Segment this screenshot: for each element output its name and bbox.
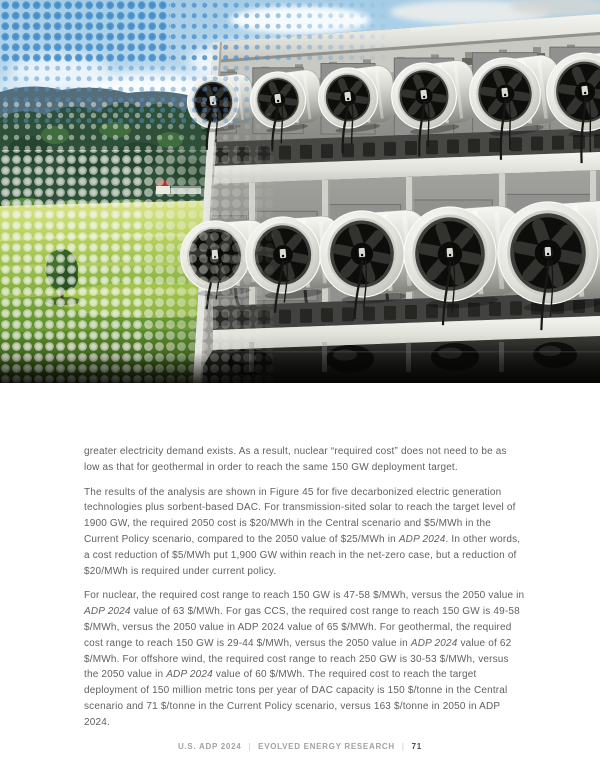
footer-separator: | (401, 742, 405, 751)
paragraph (84, 485, 525, 580)
text-segment: value of 60 $/MWh. The required cost to reach the target deployment of 150 million metric tons per year of DAC capacity is 150 $/tonne in the Central scenario and 71 $/tonne in the Current Policy scenario, versus 163 $/tonne in 2050 in ADP 2024. (84, 669, 508, 728)
paragraph (84, 588, 525, 730)
halftone-overlay-white (0, 96, 276, 383)
text-segment: value of 62 $/MWh. For offshore wind, the required cost range to reach 250 GW is 30-53 $/MWh, versus the 2050 value in (84, 637, 512, 681)
italic-text: ADP 2024 (166, 669, 213, 681)
text-segment: The results of the analysis are shown in Figure 45 for five decarbonized electric generation technologies plus sorbent-based DAC. For transmission-sited solar to reach the target level of 1900 GW, the required 2050 cost is $20/MWh in the Central scenario and $5/MWh in the Current Policy scenario, compared to the 2050 value of $25/MWh in (84, 486, 516, 545)
footer-publisher: EVOLVED ENERGY RESEARCH (258, 742, 395, 751)
italic-text: ADP 2024 (398, 533, 446, 545)
hero-image (0, 0, 600, 383)
body-text (84, 444, 525, 740)
italic-text: ADP 2024 (84, 606, 131, 618)
paragraph (84, 444, 525, 476)
text-segment: value of 63 $/MWh. For gas CCS, the required cost range to reach 150 GW is 49-58 $/MWh, versus the 2050 value in ADP 2024 value of 65 $/MWh. For geothermal, the required cost range to reach 150 GW is 29-44 $/MWh, versus the 2050 value in (84, 606, 520, 649)
text-segment: . In other words, a cost reduction of $5/MWh put 1,900 GW within reach in the net-zero case, but a reduction of $20/MWh is required under current policy. (84, 533, 521, 577)
footer-page-number: 71 (411, 742, 422, 751)
footer-separator: | (248, 742, 252, 751)
italic-text: ADP 2024 (410, 637, 458, 649)
footer-report-title: U.S. ADP 2024 (178, 742, 242, 751)
text-segment: greater electricity demand exists. As a result, nuclear “required cost” does not need to be as low as that for geothermal in order to reach the same 150 GW deployment target. (84, 446, 507, 473)
text-segment: For nuclear, the required cost range to reach 150 GW is 47-58 $/MWh, versus the 2050 value in (84, 590, 525, 602)
hero-bottom-shade (0, 352, 600, 383)
hero-svg (0, 0, 600, 383)
page-footer (0, 742, 600, 751)
